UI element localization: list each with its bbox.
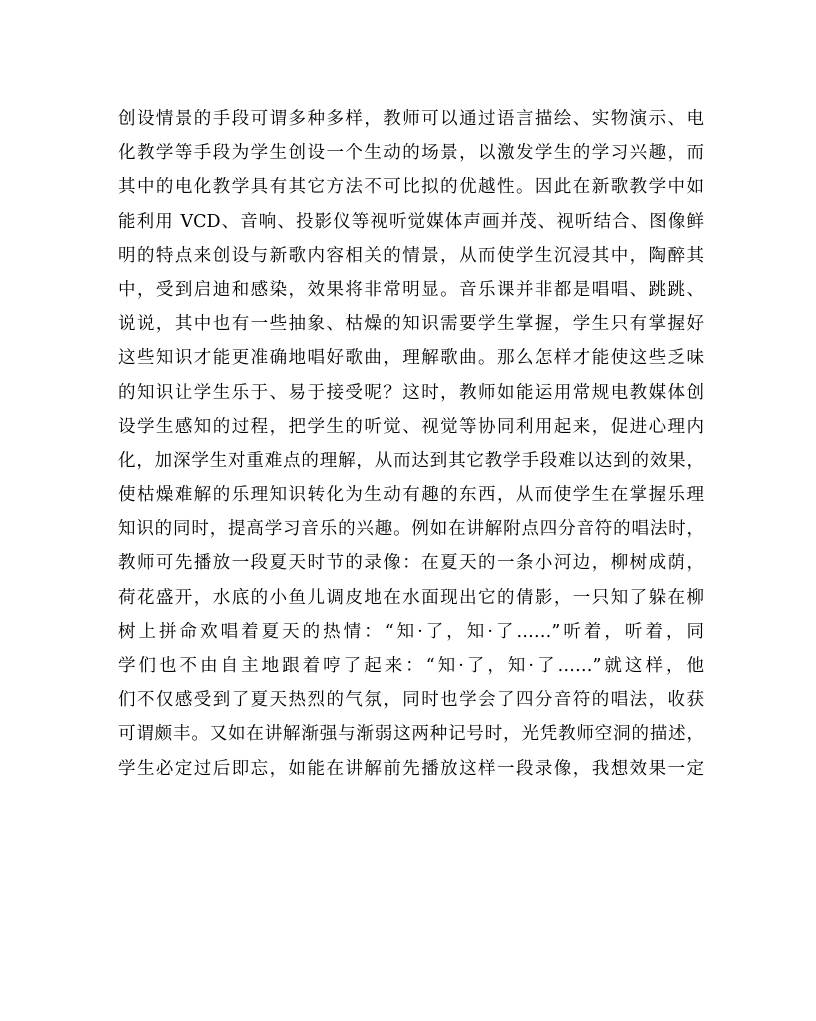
text-line: 知识的同时，提高学习音乐的兴趣。例如在讲解附点四分音符的唱法时， (118, 519, 704, 540)
text-line: 的知识让学生乐于、易于接受呢？这时，教师如能运用常规电教媒体创 (118, 382, 704, 403)
text-line: 这些知识才能更准确地唱好歌曲，理解歌曲。那么怎样才能使这些乏味 (118, 348, 704, 369)
text-line: 使枯燥难解的乐理知识转化为生动有趣的东西，从而使学生在掌握乐理 (118, 485, 704, 506)
text-line: 化教学等手段为学生创设一个生动的场景，以激发学生的学习兴趣，而 (118, 143, 704, 164)
text-line: 说说，其中也有一些抽象、枯燥的知识需要学生掌握，学生只有掌握好 (118, 314, 704, 335)
text-line: 化，加深学生对重难点的理解，从而达到其它教学手段难以达到的效果， (118, 450, 704, 471)
text-line: 其中的电化教学具有其它方法不可比拟的优越性。因此在新歌教学中如 (118, 177, 704, 198)
text-line: 能利用 VCD、音响、投影仪等视听觉媒体声画并茂、视听结合、图像鲜 (118, 211, 704, 232)
text-line: 荷花盛开，水底的小鱼儿调皮地在水面现出它的倩影，一只知了躲在柳 (118, 587, 704, 608)
text-line: 设学生感知的过程，把学生的听觉、视觉等协同利用起来，促进心理内 (118, 416, 704, 437)
text-line: 教师可先播放一段夏天时节的录像：在夏天的一条小河边，柳树成荫， (118, 553, 704, 574)
text-line: 创设情景的手段可谓多种多样，教师可以通过语言描绘、实物演示、电 (118, 109, 704, 129)
text-line: 们不仅感受到了夏天热烈的气氛，同时也学会了四分音符的唱法，收获 (118, 690, 704, 711)
text-line: 可谓颇丰。又如在讲解渐强与渐弱这两种记号时，光凭教师空洞的描述， (118, 724, 704, 745)
text-line: 明的特点来创设与新歌内容相关的情景，从而使学生沉浸其中，陶醉其 (118, 245, 704, 266)
text-line: 学们也不由自主地跟着哼了起来：“知·了，知·了……”就这样，他 (118, 656, 704, 676)
text-line: 中，受到启迪和感染，效果将非常明显。音乐课并非都是唱唱、跳跳、 (118, 279, 704, 300)
text-line: 学生必定过后即忘，如能在讲解前先播放这样一段录像，我想效果一定 (118, 758, 704, 779)
text-line: 树上拼命欢唱着夏天的热情：“知·了，知·了……”听着，听着，同 (118, 621, 704, 642)
body-paragraph (118, 102, 704, 786)
